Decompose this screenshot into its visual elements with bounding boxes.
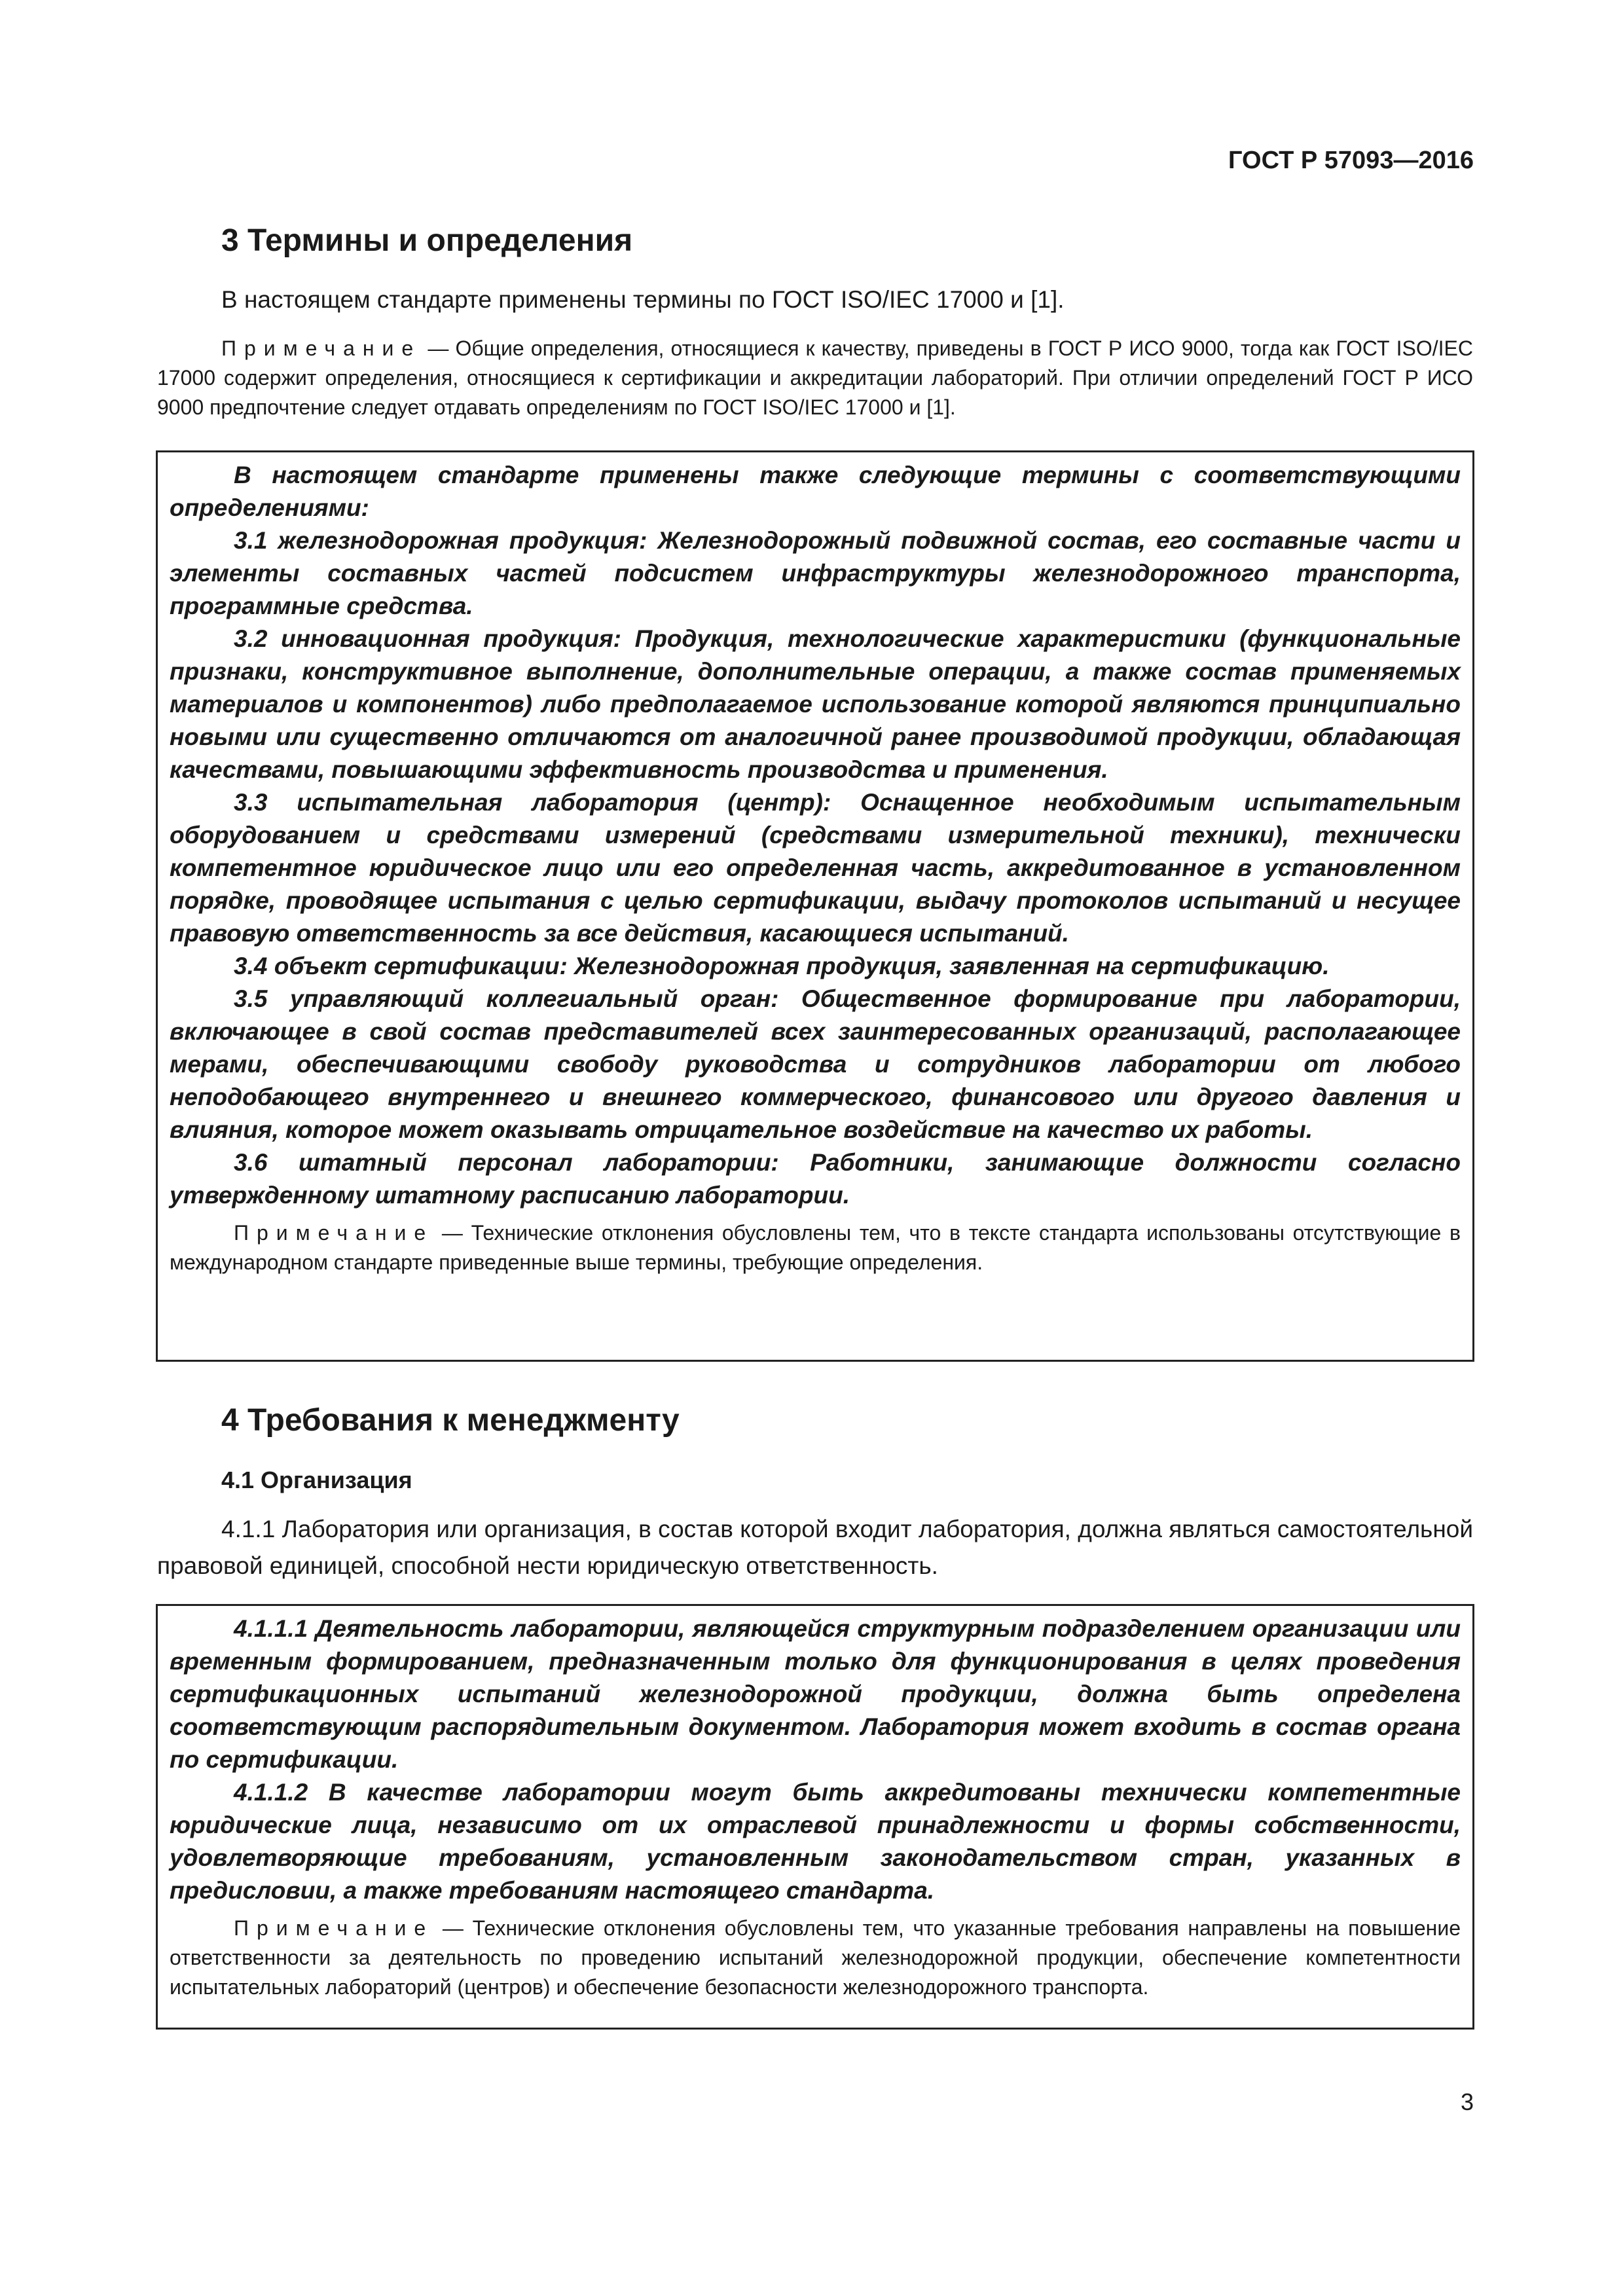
note-text: — Общие определения, относящиеся к качеству, приведены в ГОСТ Р ИСО 9000, тогда как ГОСТ ISO/IEC 17000 содержит определения, относящиеся к сертификации и аккредитации лабораторий. При отличии определений ГОСТ Р ИСО 9000 предпочтение следует отдавать определениям по ГОСТ ISO/IEC 17000 и [1]. <box>157 337 1473 419</box>
term-definition-3-5: 3.5 управляющий коллегиальный орган: Общественное формирование при лаборатории, включающее в свой состав представителей всех заинтересованных организаций, располагающее мерами, обеспечивающими свободу руководства и сотрудников лаборатории от любого неподобающего внутреннего и внешнего коммерческого, финансового или другого давления и влияния, которое может оказывать отрицательное воздействие на качество их работы. <box>170 985 1461 1143</box>
section-3-note <box>157 334 1473 422</box>
clause-4-1-1-1: 4.1.1.1 Деятельность лаборатории, являющейся структурным подразделением организации или временным формированием, предназначенным только для функционирования в целях проведения сертификационных испытаний железнодорожной продукции, должна быть определена соответствующим распорядительным документом. Лаборатория может входить в состав органа по сертификации. <box>170 1615 1461 1773</box>
term-definition-3-3: 3.3 испытательная лаборатория (центр): Оснащенное необходимым испытательным оборудованием и средствами измерений (средствами измерительной техники), технически компетентное юридическое лицо или его определенная часть, аккредитованное в установленном порядке, проводящее испытания с целью сертификации, выдачу протоколов испытаний и несущее правовую ответственность за все действия, касающиеся испытаний. <box>170 789 1461 947</box>
clause-4-1-1-2: 4.1.1.2 В качестве лаборатории могут быть аккредитованы технически компетентные юридические лица, независимо от их отраслевой принадлежности и формы собственности, удовлетворяющие требованиям, установленным законодательством стран, указанных в предисловии, а также требованиям настоящего стандарта. <box>170 1779 1461 1904</box>
box-paragraph: В настоящем стандарте применены также следующие термины с соответствующими определениями: <box>170 462 1461 521</box>
page-number: 3 <box>1460 2088 1474 2115</box>
term-definition-3-4: 3.4 объект сертификации: Железнодорожная продукция, заявленная на сертификацию. <box>234 953 1330 979</box>
note-label: Примечание <box>234 1916 434 1940</box>
section-3-intro: В настоящем стандарте применены термины по ГОСТ ISO/IEC 17000 и [1]. <box>221 286 1065 313</box>
section-4-heading: 4 Требования к менеджменту <box>221 1403 680 1438</box>
note-label: Примечание <box>234 1221 434 1245</box>
note-text: — Технические отклонения обусловлены тем, что в тексте стандарта использованы отсутствующие в международном стандарте приведенные выше термины, требующие определения. <box>170 1221 1461 1274</box>
section-3-heading: 3 Термины и определения <box>221 223 633 258</box>
term-definition-3-1: 3.1 железнодорожная продукция: Железнодорожный подвижной состав, его составные части и элементы составных частей подсистем инфраструктуры железнодорожного транспорта, программные средства. <box>170 527 1461 619</box>
term-definition-3-2: 3.2 инновационная продукция: Продукция, технологические характеристики (функциональные признаки, конструктивное выполнение, дополнительные операции, а также состав применяемых материалов и компонентов) либо предполагаемое использование которой являются принципиально новыми или существенно отличаются от аналогичной ранее производимой продукции, обладающая качествами, повышающими эффективность производства и применения. <box>170 625 1461 783</box>
note-text: — Технические отклонения обусловлены тем, что указанные требования направлены на повышение ответственности за деятельность по проведению испытаний железнодорожной продукции, обеспечение компетентности испытательных лабораторий (центров) и обеспечение безопасности железнодорожного транспорта. <box>170 1916 1461 1999</box>
box-note <box>170 1218 1461 1277</box>
national-deviation-box-organization <box>156 1604 1474 2030</box>
section-4-1-1-paragraph: 4.1.1 Лаборатория или организация, в состав которой входит лаборатория, должна являться самостоятельной правовой единицей, способной нести юридическую ответственность. <box>157 1516 1473 1579</box>
document-id: ГОСТ Р 57093—2016 <box>1228 147 1474 174</box>
national-deviation-box-terms <box>156 450 1474 1362</box>
section-4-1-heading: 4.1 Организация <box>221 1467 412 1493</box>
note-label: Примечание <box>221 337 422 360</box>
box-note <box>170 1914 1461 2002</box>
term-definition-3-6: 3.6 штатный персонал лаборатории: Работники, занимающие должности согласно утвержденному штатному расписанию лаборатории. <box>170 1149 1461 1209</box>
